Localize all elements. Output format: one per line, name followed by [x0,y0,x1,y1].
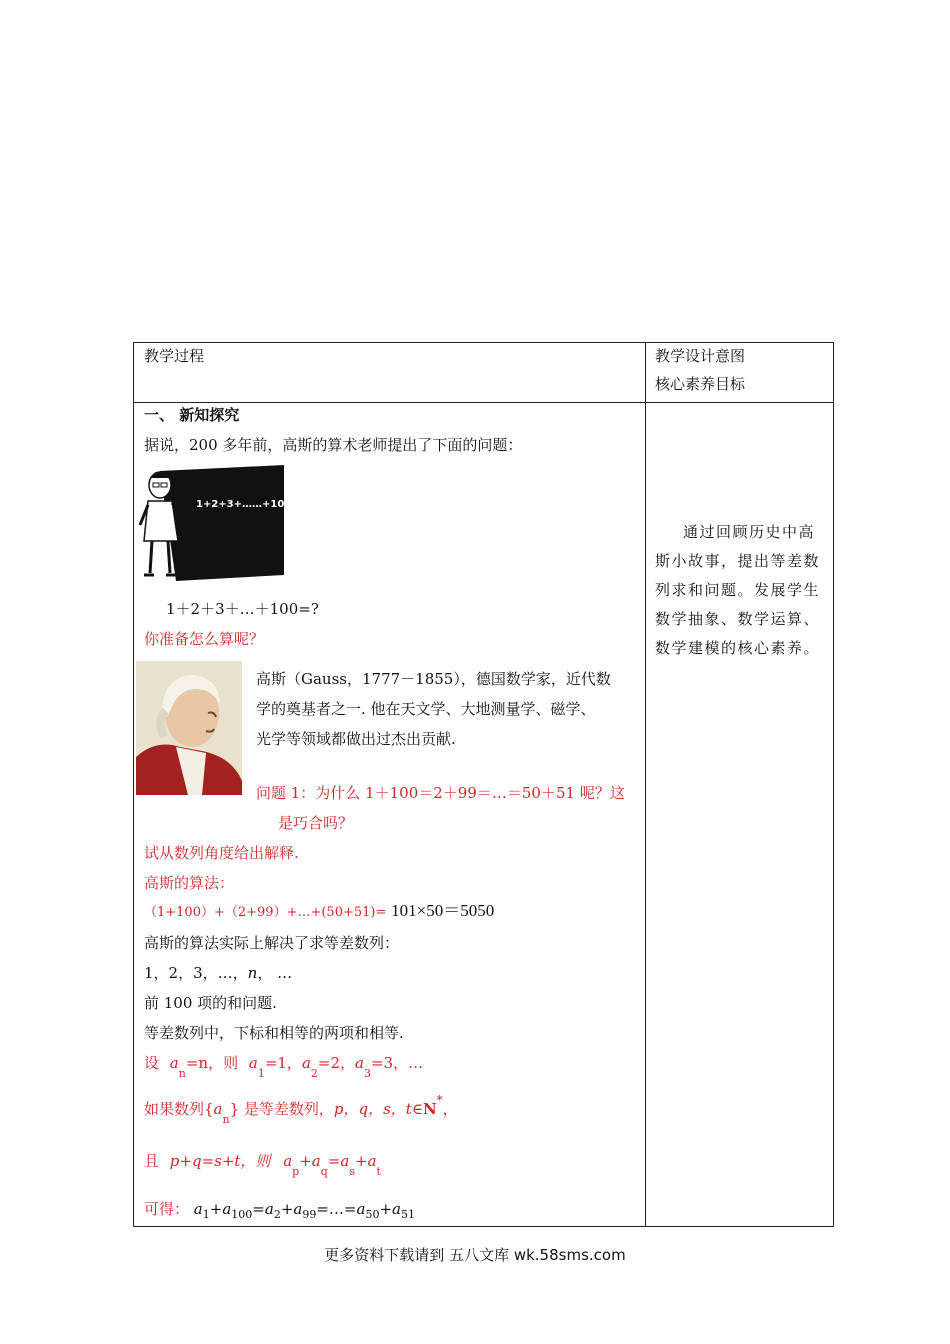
a-symbol: a [293,1200,303,1218]
subscript-1: 1 [202,1208,210,1221]
gauss-bio-line2: 学的奠基者之一. 他在天文学、大地测量学、磁学、 [256,700,596,718]
a-symbol: a [213,1100,223,1118]
a-symbol: a [355,1054,364,1072]
a-symbol: a [311,1152,321,1170]
plus-sign: + [354,1152,368,1170]
and-prefix: 且 [144,1152,160,1170]
how-to-calculate: 你准备怎么算呢？ [144,630,265,648]
a-symbol: a [392,1200,401,1218]
natural-numbers-symbol: N [422,1100,437,1118]
subscript-50: 50 [365,1208,380,1221]
gauss-method-result: 101×50＝5050 [391,901,495,920]
a-symbol: a [340,1152,350,1170]
subscript-99: 99 [302,1208,317,1221]
problem-1-line1: 问题 1：为什么 1＋100＝2＋99＝…＝50＋51 呢？这 [256,784,625,802]
a-symbol: a [193,1200,203,1218]
plus-sign: + [209,1200,223,1218]
blackboard-text: 1+2+3+……+100=? [196,499,306,510]
sequence-prefix: 1，2，3，…， [144,964,248,982]
gauss-portrait [136,661,242,795]
plus-sign: + [280,1200,294,1218]
let-prefix: 设 [144,1054,160,1072]
subscript-2: 2 [273,1208,281,1221]
a-symbol: a [248,1054,258,1072]
result-prefix: 可得： [144,1200,190,1218]
gauss-method-label: 高斯的算法： [144,874,235,892]
subscript-3: 3 [363,1067,371,1080]
plus-sign: + [379,1200,393,1218]
let-eq-3: =3，… [370,1054,424,1072]
let-eq-n: =n，则 [185,1054,239,1072]
subscript-2: 2 [310,1067,318,1080]
header-divider [134,402,833,403]
equals-sign: = [343,1200,357,1218]
subscript-100: 100 [231,1208,253,1221]
if-mid: } 是等差数列， [229,1100,334,1118]
gauss-method-expression: （1+100）+（2+99）+…+(50+51)= [144,905,387,920]
a-symbol: a [222,1200,232,1218]
subscript-q: q [320,1165,328,1178]
if-variables: p，q，s，t [333,1100,412,1118]
subscript-p: p [292,1165,300,1178]
a-symbol: a [301,1054,311,1072]
subscript-n: n [222,1113,230,1126]
subscript-t: t [376,1165,381,1178]
subscript-s: s [349,1165,355,1178]
and-line [144,1151,381,1178]
if-line [144,1093,458,1126]
header-design-intent: 教学设计意图 [655,347,746,365]
subscript-1: 1 [257,1067,265,1080]
subscript-51: 51 [400,1208,415,1221]
sum-question: 1＋2＋3＋…＋100=? [166,600,319,618]
equals-sign: = [252,1200,265,1218]
a-symbol: a [264,1200,274,1218]
a-symbol: a [356,1200,366,1218]
design-intent-text: 通过回顾历史中高斯小故事，提出等差数列求和问题。发展学生数学抽象、数学运算、数学建模的核心素养。 [655,523,821,657]
sequence-n: n [247,964,258,982]
element-of-symbol: ∈ [411,1100,423,1118]
a-symbol: a [169,1054,179,1072]
sequence-line [144,963,292,983]
plus-sign: + [299,1152,312,1170]
and-condition: p+q=s+t，则 [169,1152,271,1170]
gauss-method-line [144,901,494,923]
let-line [144,1053,424,1080]
teacher-blackboard-illustration [138,461,306,583]
header-core-literacy: 核心素养目标 [655,375,746,393]
lesson-table [133,342,834,1227]
result-line [144,1199,415,1221]
star-superscript: * [436,1093,443,1107]
gauss-bio-line3: 光学等领域都做出过杰出贡献. [256,730,456,748]
subscript-n: n [178,1067,186,1080]
a-symbol: a [367,1152,377,1170]
intro-text: 据说，200 多年前，高斯的算术老师提出了下面的问题： [144,436,523,454]
design-intent-paragraph [655,518,827,663]
let-eq-2: =2， [317,1054,356,1072]
column-divider [645,343,646,1226]
if-end: ， [442,1100,458,1118]
a-symbol: a [283,1152,293,1170]
solved-sequence-text: 高斯的算法实际上解决了求等差数列： [144,934,400,952]
ellipsis: … [328,1200,344,1218]
sequence-suffix: ， … [257,964,293,982]
gauss-bio-line1: 高斯（Gauss，1777－1855），德国数学家，近代数 [256,670,611,688]
property-text: 等差数列中，下标和相等的两项和相等. [144,1024,404,1042]
header-teaching-process: 教学过程 [144,347,205,365]
explain-instruction: 试从数列角度给出解释. [144,844,299,862]
problem-1-line2: 是巧合吗？ [278,814,354,832]
equals-sign: = [316,1200,329,1218]
first-100-text: 前 100 项的和问题. [144,994,277,1012]
let-eq-1: =1， [264,1054,302,1072]
if-prefix: 如果数列{ [144,1100,214,1118]
section-title: 一、 新知探究 [144,406,240,424]
equals-sign: = [327,1152,341,1170]
footer-link-text: 更多资料下载请到 五八文库 wk.58sms.com [324,1246,626,1264]
